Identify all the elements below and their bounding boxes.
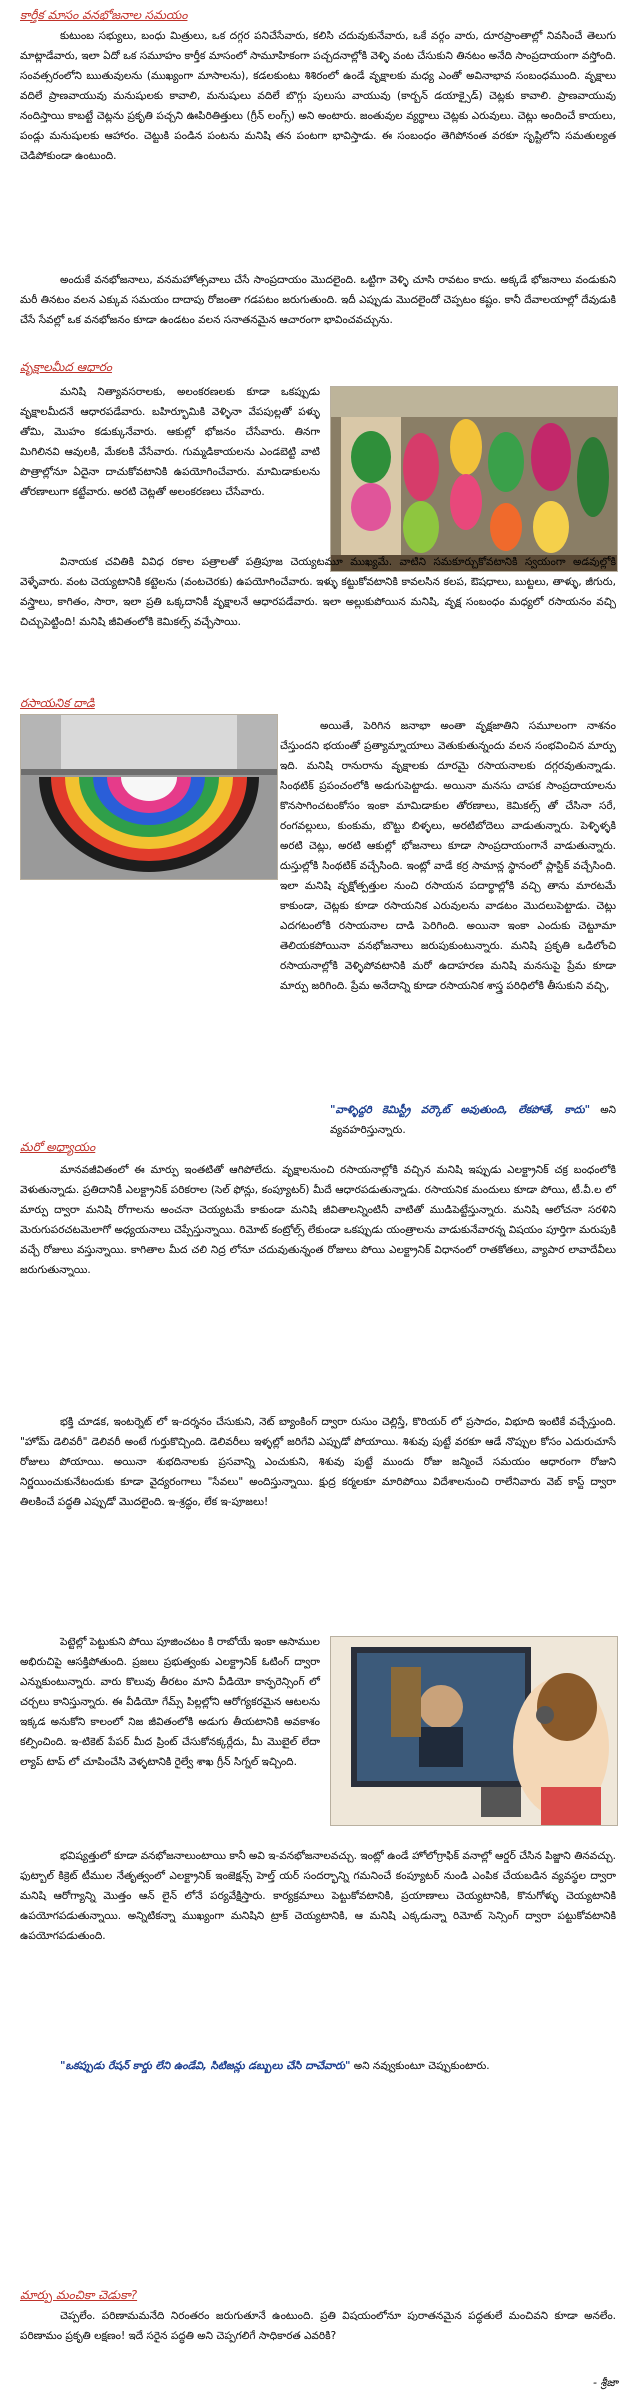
- section-heading-change: మార్పు మంచికా చెడుకా?: [20, 2288, 138, 2302]
- highlight-quote: "ఒకప్పుడు రేషన్ కార్డు లేని ఉండేవి, సిటిజన్లు డబ్బులు చేసి దాచేవారు": [60, 2060, 351, 2072]
- section-heading-chemical: రసాయనిక దాడి: [20, 696, 95, 710]
- gamer-illustration: [331, 1637, 617, 1825]
- gamer-image: [330, 1636, 618, 1826]
- garland-illustration: [331, 387, 617, 571]
- quote-chemistry: [330, 1100, 616, 1140]
- section-heading-trees: వృక్షాలమీద ఆధారం: [20, 360, 112, 374]
- paragraph: పెట్టెల్లో పెట్టుకుని పోయి పూజించటం కి రాబోయే ఇంకా ఆసాముల అభిరుచిపై ఆసక్తిపోతుంది. ప్రజలు ప్రభుత్వంకు ఎలక్ట్రానిక్ ఓటింగ్ ద్వారా ఎన్నుకుంటున్నారు. వారు కొలువు తీరటం మాని వీడియో కాన్ఫరెన్సింగ్ లో చర్చలు కానిస్తున్నారు. ఈ వీడియో గేమ్స్ పిల్లల్లోని ఆరోగ్యకరమైన ఆటలను ఇక్కడ అనుకోని కాలంలో నిజ జీవితంలోకి అడుగు తీయటానికి అవకాశం కల్పించింది. ఇ-టికెట్ పేపర్ మీద ప్రింట్ చేసుకోనక్కర్లేదు, మీ మొబైల్ లేదా ల్యాప్ టాప్ లో చూపించేసి వెళ్ళటానికి రైల్వే శాఖ గ్రీన్ సిగ్నల్ ఇచ్చింది.: [20, 1636, 320, 1768]
- rangoli-image: [20, 714, 278, 880]
- rangoli-illustration: [21, 715, 277, 879]
- paragraph: చెప్పలేం. పరిణామమనేది నిరంతరం జరుగుతూనే ఉంటుంది. ప్రతి విషయంలోనూ పురాతనమైన పద్ధతులే మంచివని కూడా అనలేం. పరిణామం ప్రకృతి లక్షణం! ఇదే సరైన పద్ధతి అని చెప్పగలిగే సాధికారత ఎవరికి?: [20, 2310, 616, 2342]
- paragraph: అయితే, పెరిగిన జనాభా అంతా వృక్షజాతిని సమూలంగా నాశనం చేస్తుందని భయంతో ప్రత్యామ్నాయాలు వెతుకుతున్నందు వలన సంభవించిన మార్పు ఇది. మనిషి రానురాను వృక్షాలకు దూరమై రసాయనాలకు దగ్గరవుతున్నాడు. సింథటిక్ ప్రపంచంలోకి అడుగుపెట్టాడు. అయినా మనసు చాపక సాంప్రదాయాలను కొనసాగించటంకోసం ఇంకా మామిడాకుల తోరణాలు, కెమికల్స్ తో చేసినా సరే, రంగవల్లులు, కుంకుమ, బొట్టు బిళ్ళలు, అరటిబోదెలు వాడుతున్నారు. పెళ్ళిళ్ళకి అరటి చెట్లు, అరటి ఆకుల్లో భోజనాలు కూడా సాంప్రదాయంగానే వాడుతున్నారు. దుస్తుల్లోకి సింథటిక్ వచ్చేసింది. ఇంట్లో వాడే కర్ర సామాన్ల స్థానంలో ప్లాస్టిక్ వచ్చేసింది. ఇలా మనిషి వృక్షోత్పత్తుల నుంచి రసాయన పదార్థాల్లోకి వచ్చి తాను మారటమే కాకుండా, చెట్లకు కూడా రసాయనిక ఎరువులను వాడటం మొదలుపెట్టాడు. చెట్లు ఎదగటంలోకి రసాయనాల దాడి పెరిగింది. అయినా ఇంకా ఎందుకు చెట్టూమా తెలియకపోయినా వనభోజనాలు జరుపుకుంటున్నారు. మనిషి ప్రకృతి ఒడిలోంచి రసాయనాల్లోకి వెళ్ళిపోవటానికి మరో ఉదాహరణ మనిషి మనసుపై ప్రేమ కూడా మార్పు జరిగింది. ప్రేమ అనేదాన్ని కూడా రసాయనిక శాస్త్ర పరిధిలోకి తీసుకుని వచ్చి,: [280, 720, 616, 992]
- paragraph: అందుకే వనభోజనాలు, వనమహోత్సవాలు చేసే సాంప్రదాయం మొదలైంది. ఒట్టిగా వెళ్ళి చూసి రావటం కాదు. అక్కడే భోజనాలు వండుకుని మరీ తినటం వలన ఎక్కువ సమయం దాదాపు రోజంతా గడపటం జరుగుతుంది. ఇదీ ఎప్పుడు మొదలైందో చెప్పటం కష్టం. కానీ దేవాలయాల్లో దేవుడుకి చేసే సేవల్లో ఒక వనభోజనం కూడా ఉండటం వలన సనాతనమైన ఆచారంగా భావించవచ్చును.: [20, 274, 616, 326]
- section-heading-new-chapter: మరో అధ్యాయం: [20, 1140, 96, 1154]
- paragraph: భక్తి చూడక, ఇంటర్నెట్ లో ఇ-దర్శనం చేసుకుని, నెట్ బ్యాంకింగ్ ద్వారా రుసుం చెల్లిస్తే, కొరియర్ లో ప్రసాదం, విభూది ఇంటికే వచ్చేస్తుంది. "హోమ్ డెలివరీ" డెలివరీ అంటే గుర్తుకొచ్చింది. డెలివరీలు ఇళ్ళల్లో జరిగేవి ఎప్పుడో పోయాయి. శిశువు పుట్టే వరకూ ఆడే నొప్పుల కోసం ఎదురుచూసే రోజులు పోయాయి. అయినా శుభదినాలకు ప్రసవాన్ని ఎంచుకుని, శిశువు పుట్టే ముందు రోజు జన్మించే సమయం ఆధారంగా రోజుని నిర్ణయించుకునేటందుకు కూడా వైద్యరంగాలు "సేవలు" అందిస్తున్నాయి. క్షుద్ర కర్మలకూ మారిపోయి విదేశాలనుంచి రాలేనివారు వెబ్ కాస్ట్ ద్వారా తిలకించే పద్ధతి ఎప్పుడో మొదలైంది. ఇ-శ్రద్ధం, లేక ఇ-పూజలు!: [20, 1416, 616, 1508]
- paragraph: మనిషి నిత్యావసరాలకు, అలంకరణలకు కూడా ఒకప్పుడు వృక్షాలమీదనే ఆధారపడేవారు. బహిర్భూమికి వెళ్ళినా వేపపుల్లతో పళ్ళు తోమి, మొహం కడుక్కునేవారు. ఆకుల్లో భోజనం చేసేవారు. తినగా మిగిలినవి ఆవులకి, మేకలకి వేసేవారు. గుమ్మడికాయలను ఎండబెట్టి వాటి పొత్రాల్లోనూ ఏదైనా దాచుకోవటానికి ఉపయోగించేవారు. మామిడాకులను తోరణాలుగా కట్టేవారు. అరటి చెట్లతో అలంకరణలు చేసేవారు.: [20, 386, 320, 498]
- paragraph: కుటుంబ సభ్యులు, బంధు మిత్రులు, ఒక దగ్గర పనిచేసేవారు, కలిసి చదువుకునేవారు, ఒకే వర్గం వారు, దూరప్రాంతాల్లో నివసించే తెలుగు మాట్లాడేవారు, ఇలా ఏదో ఒక సమూహం కార్తీక మాసంలో సామూహికంగా పచ్చదనాల్లోకి వెళ్ళి వంట చేసుకుని తినటం అనేది సాంప్రదాయంగా వస్తోంది. సంవత్సరంలోని ఋతువులను (ముఖ్యంగా మాసాలను), కడలకుంటు శిశిరంలో ఉండే వృక్షాలకు మధ్య ఎంతో అవినాభావ సంబంధముంది. వృక్షాలు వదిలే ప్రాణవాయువు మనుషులకు కావాలి, మనుషులు వదిలే బొగ్గు పులుసు వాయువు (కార్బన్ డయాక్సైడ్) చెట్లకు కావాలి. ప్రాణవాయువు నందిస్తాయి కాబట్టే చెట్లను ప్రకృతి పచ్చని ఊపిరితిత్తులు (గ్రీన్ లంగ్స్) అని అంటారు. జంతువుల వ్యర్థాలు చెట్లకు ఎరువులు. చెట్లు అందించే కాయలు, పండ్లు మనుషులకు ఆహారం. చెట్టుకి పండిన పంటను మనిషి తన పంటగా భావిస్తాడు. ఈ సంబంధం తెగిపోనంత వరకూ సృష్టిలోని సమతుల్యత చెడిపోకుండా ఉంటుంది.: [20, 30, 616, 162]
- quote-tail: అని నవ్వుకుంటూ చెప్పుకుంటారు.: [353, 2060, 490, 2072]
- paragraph: వినాయక చవితికి వివిధ రకాల పత్రాలతో పత్రిపూజ చెయ్యటమూ ముఖ్యమే. వాటిని సమకూర్చుకోవటానికి స్వయంగా అడవుల్లోకి వెళ్ళేవారు. వంట చెయ్యటానికి కట్టెలను (వంటచెరకు) ఉపయోగించేవారు. ఇళ్ళు కట్టుకోవటానికి కావలసిన కలప, ఔషధాలు, బుట్టలు, తాళ్ళు, జీగురు, వస్త్రాలు, కాగితం, సారా, ఇలా ప్రతి ఒక్కదానికీ వృక్షాలనే ఆధారపడేవారు. ఇలా అల్లుకుపోయిన మనిషి, వృక్ష సంబంధం మధ్యలో రసాయనం వచ్చి చిచ్చుపెట్టింది! మనిషి జీవితంలోకి కెమికల్స్ వచ్చేసాయి.: [20, 556, 616, 628]
- quote-tail: అని వ్యవహరిస్తున్నారు.: [330, 1104, 616, 1136]
- quote-ration: [20, 2056, 616, 2076]
- author-signature: - శ్రీజా: [592, 2376, 618, 2389]
- paragraph: మానవజీవితంలో ఈ మార్పు ఇంతటితో ఆగిపోలేదు. వృక్షాలనుంచి రసాయనాల్లోకి వచ్చిన మనిషి ఇప్పుడు ఎలక్ట్రానిక్ చక్ర బంధంలోకి వెళుతున్నాడు. ప్రతిదానికీ ఎలక్ట్రానిక్ పరికరాల (సెల్ ఫోన్లు, కంప్యూటర్) మీదే ఆధారపడుతున్నాడు. రసాయనిక మందులు కూడా పోయి, టీ.వీ.ల లో మార్పు ద్వారా మనిషి రోగాలను అంచనా చెయ్యటమే కాకుండా మనిషి జీవితాలన్నింటినీ వాటితో ముడిపెట్టేస్తున్నారు. మనిషి ఆలోచనా సరళిని మెరుగుపరచటమెలాగో అధ్యయనాలు చెప్పేస్తున్నాయి. రిమోట్ కంట్రోల్స్ లేకుండా ఒకప్పుడు యంత్రాలను వాడుకునేవారన్న విషయం పూర్తిగా మరుపుకి వచ్చే రోజులు వస్తున్నాయి. కాగితాల మీద చలి నిద్ర లోనూ చదువుతున్నంత రోజులు పోయి ఎలక్ట్రానిక్ విధానంలో రాతకోతలు, వ్యాపార లావాదేవీలు జరుగుతున్నాయి.: [20, 1164, 616, 1276]
- section-heading-karthika: కార్తీక మాసం వనభోజనాల సమయం: [20, 8, 188, 22]
- garland-image: [330, 386, 618, 572]
- highlight-quote: "వాళ్ళిద్దరి కెమిస్ట్రీ వర్కౌట్ అవుతుంది, లేకపోతే, కాదు": [330, 1104, 591, 1116]
- paragraph: భవిష్యత్తులో కూడా వనభోజనాలుంటాయి కానీ అవి ఇ-వనభోజనాలవచ్చు. ఇంట్లో ఉండే హోలోగ్రాఫిక్ వనాల్లో ఆర్డర్ చేసిన పిజ్జాని తినవచ్చు. ఫుట్బాల్ కిక్రెట్ టీముల నేతృత్వంలో ఎలక్ట్రానిక్ ఇంజెక్షన్స్ హెల్త్ యర్ సందర్భాన్ని గమనించే కంప్యూటర్ నుండి ఎంపిక చేయబడిన వ్యవస్థల ద్వారా మనిషి ఆరోగ్యాన్ని మొత్తం ఆన్ లైన్ లోనే పర్యవేక్షిస్తారు. కార్యక్రమాలు పెట్టుకోవటానికి, ప్రయాణాలు చెయ్యటానికి, కొనుగోళ్ళు చెయ్యటానికి ఉపయోగపడుతున్నాయి. అన్నిటికన్నా ముఖ్యంగా మనిషిని ట్రాక్ చెయ్యటానికి, ఆ మనిషి ఎక్కడున్నా రిమోట్ సెన్సింగ్ ద్వారా పట్టుకోవటానికి ఉపయోగపడుతుంది.: [20, 1850, 616, 1942]
